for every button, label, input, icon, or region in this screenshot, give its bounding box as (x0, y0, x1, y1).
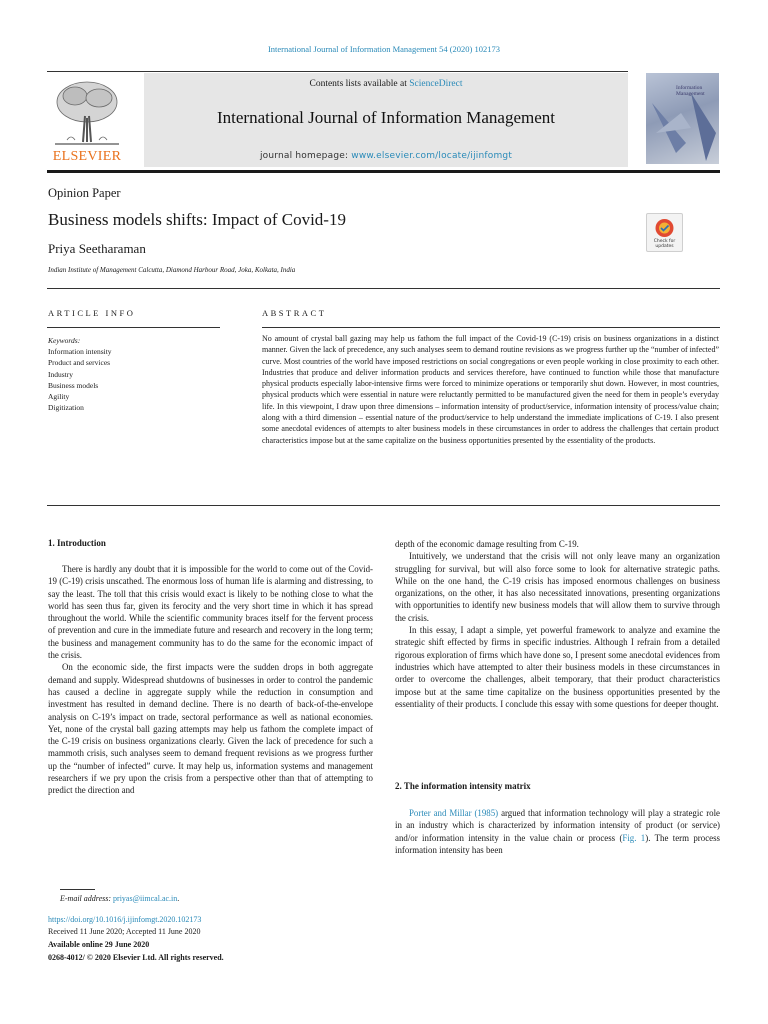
received-dates: Received 11 June 2020; Accepted 11 June 2020 (48, 927, 201, 936)
keywords-label: Keywords: (48, 336, 81, 345)
divider (47, 288, 720, 289)
journal-homepage (144, 151, 628, 161)
article-type: Opinion Paper (48, 186, 121, 200)
divider (47, 505, 720, 506)
journal-cover-thumbnail[interactable] (646, 73, 719, 164)
body-column-left (48, 563, 373, 797)
author-affiliation: Indian Institute of Management Calcutta, Diamond Harbour Road, Joka, Kolkata, India (48, 266, 296, 274)
keyword: Digitization (48, 403, 84, 413)
keyword: Information intensity (48, 347, 112, 357)
cover-title-line-2: Management (676, 91, 705, 97)
journal-reference[interactable]: International Journal of Information Management 54 (2020) 102173 (267, 44, 501, 54)
email-line (60, 894, 179, 903)
elsevier-wordmark: ELSEVIER (52, 149, 122, 164)
cover-title (676, 85, 705, 97)
section-heading-information-intensity: 2. The information intensity matrix (395, 781, 531, 791)
contents-line (144, 79, 628, 89)
author-name[interactable]: Priya Seetharaman (48, 241, 146, 256)
email-link[interactable]: priyas@iimcal.ac.in (113, 894, 178, 903)
keywords-list (48, 335, 112, 413)
body-column-right (395, 538, 720, 710)
journal-title: International Journal of Information Management (217, 108, 555, 127)
divider (47, 71, 628, 72)
paragraph: Intuitively, we understand that the crisis will not only leave many an organization struggling for survival, but will also force some to look for alternative strategic paths. While on the one hand, the C-19 crisis has imposed enormous challenges on business organizations, on the other, it has also necessitated innovations, presenting organizations with opportunities to identify new business models that will allow them to survive through the crisis. (395, 551, 720, 623)
divider (262, 327, 720, 328)
homepage-prefix: journal homepage: (259, 151, 352, 161)
badge-label (647, 239, 682, 249)
body-column-right-section2 (395, 807, 720, 856)
sciencedirect-link[interactable]: ScienceDirect (409, 79, 463, 89)
cover-title-line-1: Information (676, 85, 703, 91)
section-heading-introduction: 1. Introduction (48, 538, 106, 548)
doi-link[interactable]: https://doi.org/10.1016/j.ijinfomgt.2020.102173 (48, 915, 202, 924)
keyword: Agility (48, 392, 70, 402)
footnote-divider (60, 889, 95, 890)
header-divider (47, 170, 720, 173)
available-online: Available online 29 June 2020 (48, 940, 150, 949)
contents-prefix: Contents lists available at (309, 79, 410, 89)
homepage-link[interactable]: www.elsevier.com/locate/ijinfomgt (351, 151, 513, 161)
paragraph-continuation: depth of the economic damage resulting from C-19. (395, 539, 579, 549)
paragraph: In this essay, I adapt a simple, yet powerful framework to analyze and examine the strategic shift effected by firms in specific industries. Although I refrain from a detailed rigorous exploration of firms which have done so, I present some anecdotal evidences from industries which have attempted to alter their business models in these circumstances in order to overcome the challenges, albeit temporary, that their product characteristics impose but at the same time capitalize on the business opportunities presented by the essentiality of their products. I conclude this essay with some questions for deeper thought. (395, 625, 720, 709)
paragraph (395, 807, 720, 856)
paragraph-text: argued that information technology will play a strategic role in an industry which is characterized by information intensity of product (or service) and/or information intensity in the value chain or process ( (395, 808, 720, 843)
abstract-heading: ABSTRACT (262, 308, 327, 318)
divider (47, 327, 220, 328)
check-for-updates-badge[interactable] (646, 213, 683, 252)
paragraph: There is hardly any doubt that it is impossible for the world to come out of the Covid-19 (C-19) crisis unscathed. The enormous loss of human life is alarming and distressing, to say the least. The toll that this crisis would exact is likely to be nothing close to what the world has seen thus far, given its ferocity and the very short time in which it has spread throughout the world. While the scientific community braces itself for the fervent process of prevention and cure in the immediate future and research and recovery in the long term; the business and management community has to do the same for the economic impact of the crisis. (48, 564, 373, 661)
badge-label-line-1: Check for (653, 239, 676, 244)
citation-link[interactable]: Porter and Millar (1985) (409, 808, 499, 818)
keyword: Business models (48, 380, 99, 390)
article-title: Business models shifts: Impact of Covid-19 (48, 210, 346, 229)
keyword: Product and services (48, 358, 111, 368)
article-info-heading: ARTICLE INFO (48, 308, 136, 318)
abstract-text: No amount of crystal ball gazing may help us fathom the full impact of the Covid-19 (C-19) crisis on business organizations in a distinct manner. Given the lack of precedence, any such analyses seem to demand routine revisions as we progress further up the “number of infected” curve. Most countries of the world have imposed restrictions on social congregations or even people working in close proximity to each other. Industries that produce and deliver information products and services therefore, have continued to function while those that manufacture physical products especially labor-intensive firms were forced to minimize operations or temporarily shut down. However, in most countries, physical products which were essential in nature were reluctantly permitted to be manufactured given the need for them in people’s everyday life. In this viewpoint, I draw upon three dimensions – information intensity of product/service, information intensity of process/value chain; along with a third dimension – essential nature of the product/service to help understand the immediate implications of C-19. I also present some anecdotal evidences of attempts to alter business models in these circumstances in order to address the challenges that certain product characteristics impose but at the same capitalize on the business opportunities presented by the essentiality of the products. (262, 334, 719, 445)
paragraph: On the economic side, the first impacts were the sudden drops in both aggregate demand and supply. Widespread shutdowns of businesses in order to control the pandemic has caused a decline in aggregate supply while the reduction in consumption and investment has resulted in demand decline. There is no dearth of back-of-the-envelope analysis on C-19’s impact on trade, sectoral performance as well as national economies. Yet, none of the crystal ball gazing attempts may help us fathom the complete impact of the C-19 crisis on business organizations clearly. Given the lack of precedence for such a mammoth crisis, such analyses seem to demand frequent revisions as we progress further up the “number of infected” curve. It may help us, information systems and management researchers if we pry upon the crisis from a perspective other than that of attempting to predict the direction and (48, 662, 373, 796)
badge-label-line-2: updates (655, 244, 674, 249)
issn-copyright: 0268-4012/ © 2020 Elsevier Ltd. All rights reserved. (48, 953, 224, 962)
email-suffix: . (177, 894, 180, 903)
keyword: Industry (48, 369, 73, 379)
figure-link[interactable]: Fig. 1 (622, 832, 646, 843)
paragraph-text: ). The term process information intensity has been (395, 832, 720, 855)
email-label: E-mail address: (60, 894, 114, 903)
